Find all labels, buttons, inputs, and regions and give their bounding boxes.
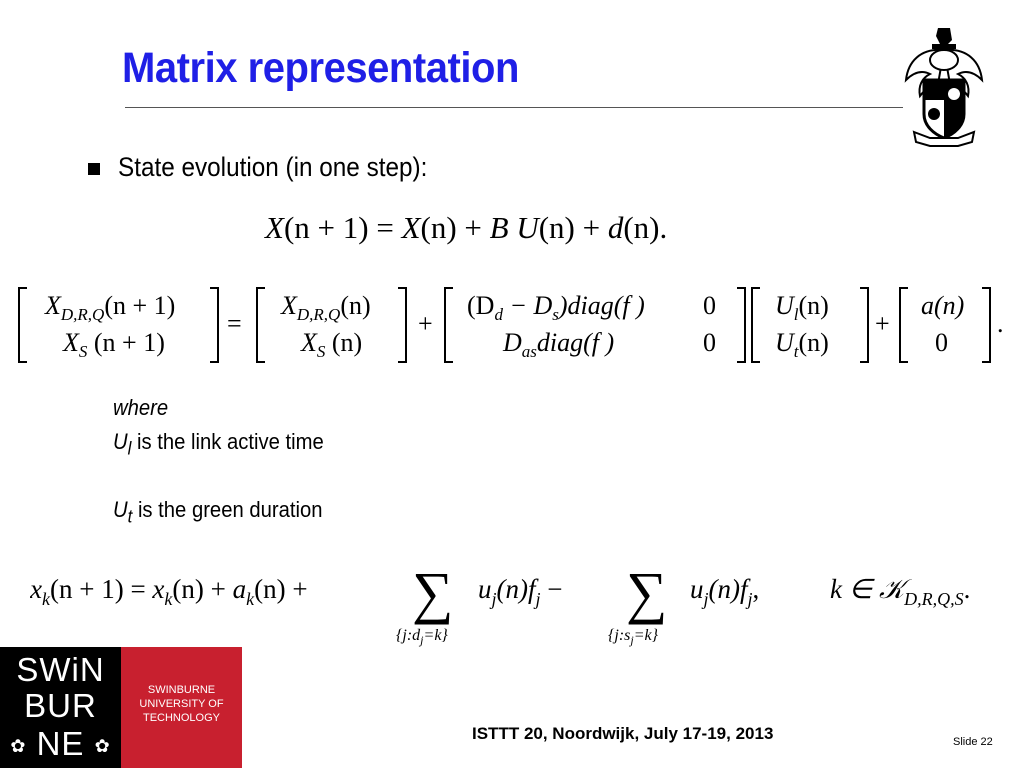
- eq3-sum1-under: {j:d: [396, 627, 421, 644]
- where-label: where: [113, 395, 169, 420]
- flower-icon: ✿: [94, 735, 111, 756]
- eq1-b: B: [489, 210, 509, 245]
- svg-text:Dasdiag(f ): [502, 328, 614, 361]
- svg-text:{j:sj=k}: [608, 627, 659, 647]
- eq1-part: (n) +: [420, 210, 490, 245]
- eq3-script-k: 𝒦: [879, 574, 905, 604]
- ul-description: is the link active time: [137, 429, 324, 454]
- eq2-rhs1-bot-arg: (n): [325, 328, 363, 357]
- eq3-x-sub: k: [164, 589, 173, 609]
- svg-text:XD,R,Q(n + 1): [44, 291, 175, 324]
- eq2-rhs1-top-arg: (n): [340, 291, 371, 320]
- eq2-a1: a(n): [921, 291, 965, 320]
- logo-line-3: [0, 725, 121, 763]
- eq3-term2: u: [690, 574, 704, 604]
- eq2-lhs-bot: X: [63, 328, 79, 357]
- eq3-lhs-arg: (n + 1) =: [49, 574, 153, 604]
- slide-number: Slide 22: [953, 736, 993, 748]
- logo-ne: NE: [36, 725, 85, 762]
- eq3-x-arg: (n) +: [172, 574, 233, 604]
- eq3-sum2-under: {j:s: [608, 627, 631, 644]
- eq3-term1-f-sub: j: [535, 589, 541, 609]
- eq3-a-sub: k: [246, 589, 255, 609]
- eq3-sum1-under-end: =k}: [423, 627, 448, 644]
- svg-text:XS (n): [300, 328, 362, 361]
- ut-subscript: t: [127, 505, 133, 527]
- eq2-plus-2: +: [875, 309, 890, 338]
- ul-subscript: l: [127, 437, 132, 459]
- eq2-lhs-bot-arg: (n + 1): [87, 328, 165, 357]
- svg-text:XD,R,Q(n): [280, 291, 371, 324]
- eq3-term1-arg: (n)f: [496, 574, 536, 604]
- svg-text:uj(n)fj,: [690, 574, 759, 609]
- eq2-v1: U: [775, 291, 794, 320]
- eq3-comma: ,: [752, 574, 760, 604]
- equation-state-evolution: [265, 210, 667, 246]
- eq2-rhs1-bot-sub: S: [316, 342, 326, 361]
- eq3-term2-f-sub: j: [747, 589, 753, 609]
- eq3-term2-arg: (n)f: [708, 574, 748, 604]
- eq3-term1: u: [478, 574, 492, 604]
- eq3-sum-1: ∑: [412, 560, 454, 625]
- eq1-part: (n + 1) =: [283, 210, 402, 245]
- eq3-minus: −: [540, 574, 563, 604]
- eq3-k: k ∈: [830, 574, 880, 604]
- swinburne-logo: [0, 647, 242, 768]
- ut-symbol: U: [113, 497, 128, 522]
- ut-description: is the green duration: [137, 497, 323, 522]
- ul-symbol: U: [113, 429, 128, 454]
- svg-text:Ut(n): [775, 328, 829, 361]
- eq2-period: .: [997, 309, 1004, 338]
- eq2-v2-arg: (n): [798, 328, 829, 357]
- svg-text:XS (n + 1): [62, 328, 165, 361]
- eq2-m11-sub-s: s: [552, 305, 559, 324]
- flower-icon: ✿: [10, 735, 27, 756]
- eq2-v2-sub: t: [793, 342, 799, 361]
- svg-text:(Dd − Ds)diag(f ): [467, 291, 645, 324]
- svg-text:Ul(n): [775, 291, 829, 324]
- eq1-x: X: [265, 210, 284, 245]
- eq3-lhs-sub: k: [41, 589, 50, 609]
- eq2-rhs1-bot: X: [301, 328, 317, 357]
- eq1-x2: X: [401, 210, 421, 245]
- eq2-lhs-top-sub: D,R,Q: [60, 305, 105, 324]
- svg-text:xk(n + 1) = xk(n) + ak(n) +: [30, 574, 308, 609]
- eq2-m22: 0: [703, 328, 716, 357]
- slide-title: Matrix representation: [122, 44, 519, 92]
- svg-text:uj(n)fj −: [478, 574, 563, 609]
- logo-name-panel: [121, 647, 242, 768]
- eq3-lhs: x: [30, 574, 42, 604]
- eq3-script-k-sub: D,R,Q,S: [904, 589, 964, 609]
- eq3-term2-sub: j: [703, 589, 709, 609]
- eq3-sum2-under-end: =k}: [633, 627, 659, 644]
- eq2-m11-sub-d: d: [494, 305, 503, 324]
- eq2-lhs-top-arg: (n + 1): [104, 291, 176, 320]
- eq2-lhs-top: X: [45, 291, 61, 320]
- eq1-u: U: [508, 210, 539, 245]
- eq3-term1-sub: j: [491, 589, 497, 609]
- eq2-m11-end: )diag(f ): [558, 291, 645, 320]
- logo-wordmark: [0, 647, 121, 768]
- eq3-a: a: [232, 574, 247, 604]
- eq2-plus-1: +: [418, 309, 433, 338]
- eq3-period: .: [963, 574, 971, 604]
- logo-name-1: SWINBURNE: [147, 684, 216, 696]
- eq2-m21-end: diag(f ): [536, 328, 615, 357]
- eq3-sum1-under-sub: j: [420, 633, 424, 647]
- logo-line-2: BUR: [24, 687, 97, 724]
- eq3-sum2-under-sub: j: [630, 633, 634, 647]
- eq2-m11: (D: [467, 291, 495, 320]
- eq2-m11-mid: − D: [502, 291, 553, 320]
- crest-logo: [900, 22, 988, 148]
- eq2-equals: =: [227, 309, 242, 338]
- svg-text:k ∈ 𝒦D,R,Q,S.: [830, 574, 970, 609]
- logo-line-1: SWiN: [16, 651, 105, 688]
- eq2-lhs-bot-sub: S: [78, 342, 88, 361]
- eq2-m21: D: [503, 328, 522, 357]
- logo-name-2: UNIVERSITY OF: [139, 698, 224, 710]
- logo-name-3: TECHNOLOGY: [142, 712, 220, 724]
- bullet-marker: [88, 163, 100, 175]
- eq1-part: (n).: [623, 210, 668, 245]
- svg-text:{j:dj=k}: [396, 627, 448, 647]
- eq2-m12: 0: [703, 291, 716, 320]
- eq2-v1-sub: l: [793, 305, 799, 324]
- eq1-d: d: [607, 210, 624, 245]
- eq3-sum-2: ∑: [626, 560, 668, 625]
- equation-component-form: [30, 560, 1010, 650]
- eq2-v2: U: [775, 328, 794, 357]
- eq2-rhs1-top: X: [281, 291, 297, 320]
- title-rule: [125, 107, 903, 108]
- eq1-part: (n) +: [538, 210, 608, 245]
- equation-matrix-form: [15, 284, 1010, 366]
- eq3-x: x: [152, 574, 165, 604]
- eq3-a-arg: (n) +: [254, 574, 308, 604]
- eq2-v1-arg: (n): [798, 291, 829, 320]
- definitions-block: [113, 395, 324, 531]
- eq2-m21-sub: as: [521, 342, 537, 361]
- bullet-text: State evolution (in one step):: [118, 152, 428, 182]
- eq2-rhs1-top-sub: D,R,Q: [296, 305, 341, 324]
- eq2-a2: 0: [935, 328, 948, 357]
- footer-text: ISTTT 20, Noordwijk, July 17-19, 2013: [472, 724, 774, 743]
